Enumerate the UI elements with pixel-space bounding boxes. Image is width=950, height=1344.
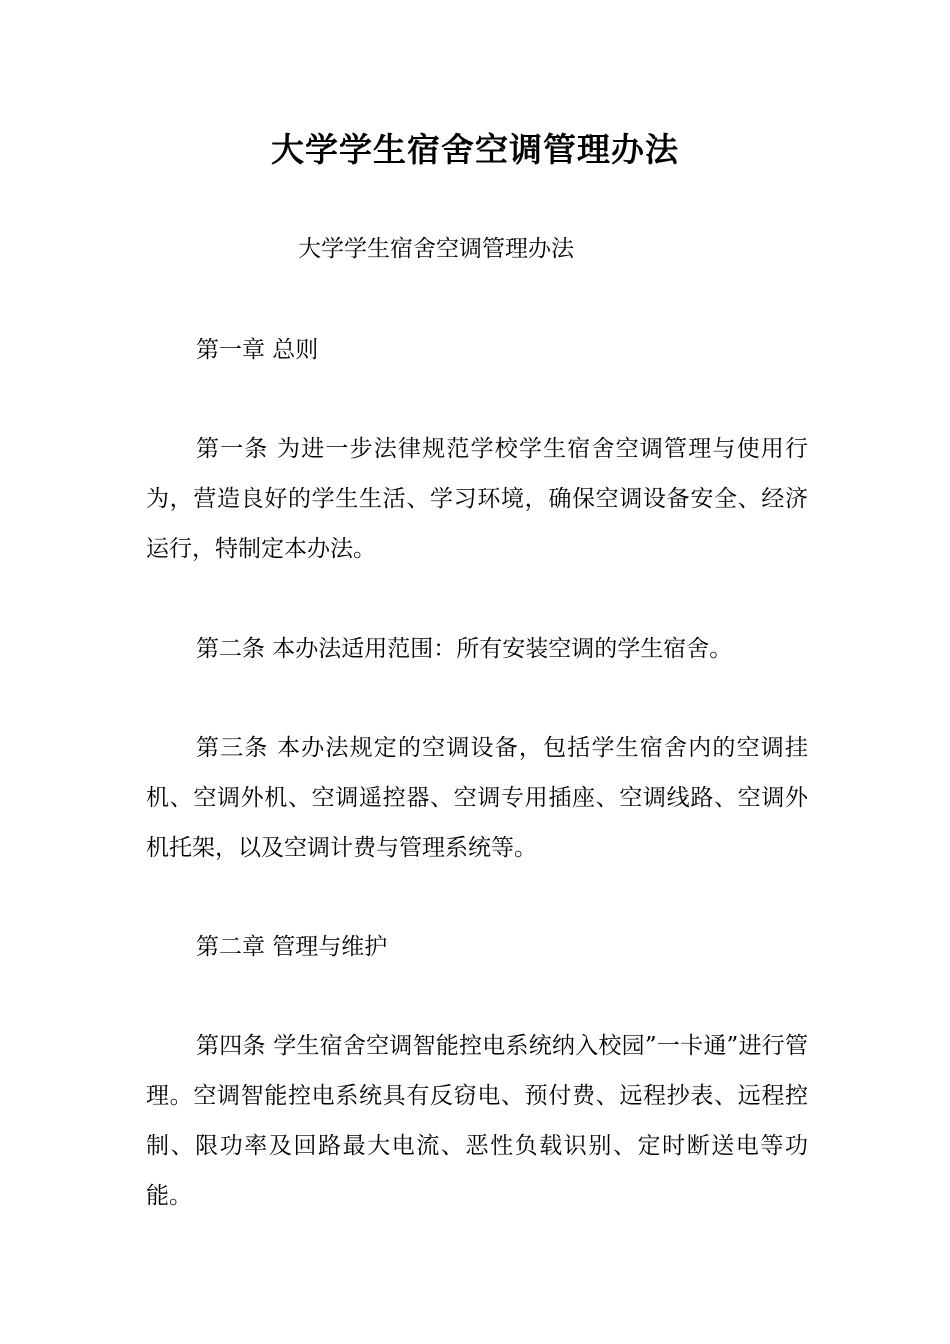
article-3: 第三条 本办法规定的空调设备，包括学生宿舍内的空调挂机、空调外机、空调遥控器、空调专用插座、空调线路、空调外机托架，以及空调计费与管理系统等。 [146, 735, 808, 861]
article-2: 第二条 本办法适用范围：所有安装空调的学生宿舍。 [196, 636, 733, 662]
chapter-1-heading: 第一章 总则 [196, 337, 319, 363]
chapter-2-heading: 第二章 管理与维护 [196, 934, 388, 960]
article-1: 第一条 为进一步法律规范学校学生宿舍空调管理与使用行为，营造良好的学生生活、学习环境，确保空调设备安全、经济运行，特制定本办法。 [146, 436, 808, 562]
document-subtitle: 大学学生宿舍空调管理办法 [298, 236, 574, 262]
article-4: 第四条 学生宿舍空调智能控电系统纳入校园”一卡通”进行管理。空调智能控电系统具有反窃电、预付费、远程抄表、远程控制、限功率及回路最大电流、恶性负载识别、定时断送电等功能。 [146, 1033, 808, 1209]
document-title: 大学学生宿舍空调管理办法 [271, 130, 679, 169]
